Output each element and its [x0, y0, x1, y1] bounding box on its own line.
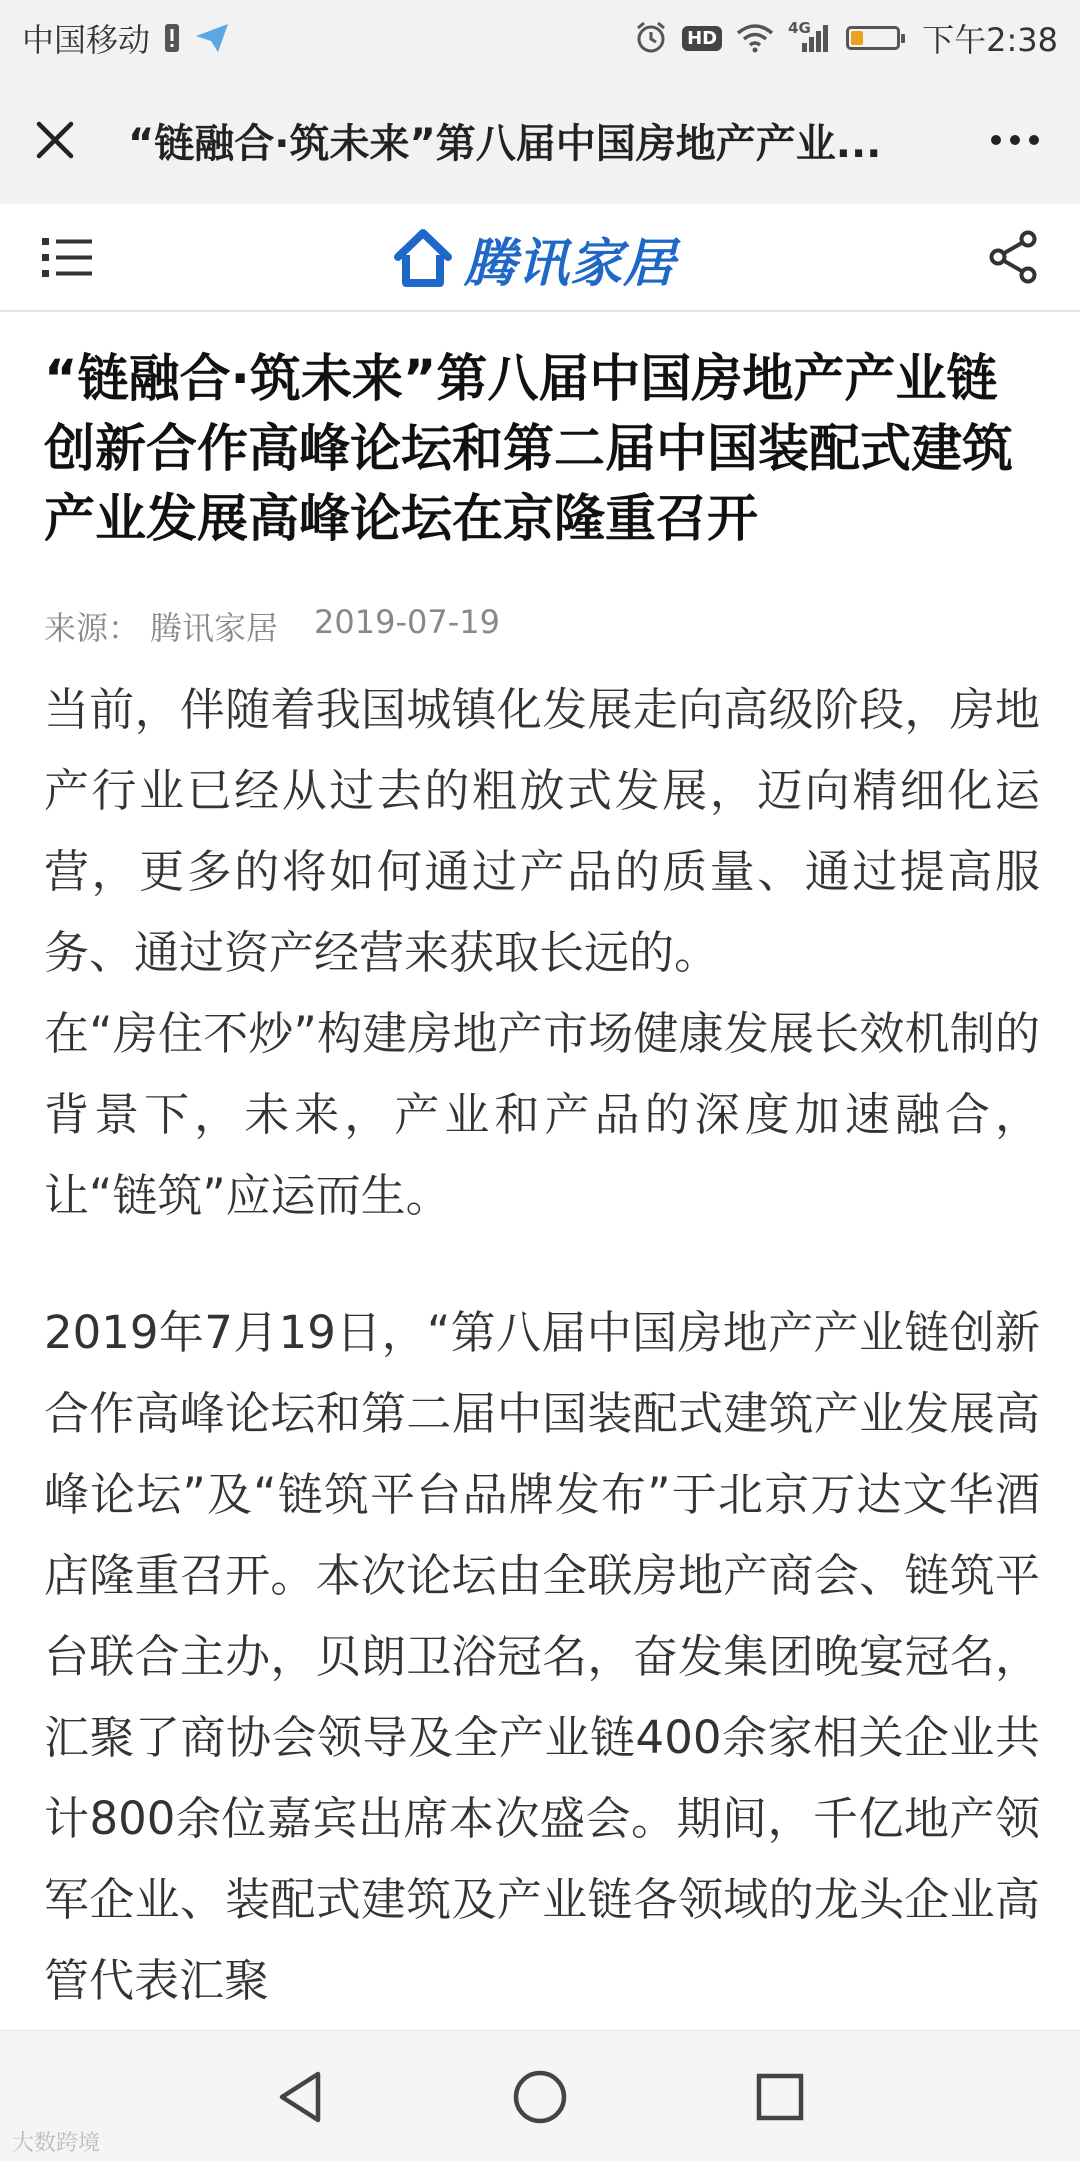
source-label: 来源：	[44, 609, 141, 647]
share-icon	[988, 230, 1038, 284]
page-title: “链融合·筑未来”第八届中国房地产产业...	[128, 120, 882, 167]
article-paragraph-2: 2019年7月19日，“第八届中国房地产产业链创新合作高峰论坛和第二届中国装配式建筑产业发展高峰论坛”及“链筑平台品牌发布”于北京万达文华酒店隆重召开。本次论坛由全联房地产商会、链筑平台联合主办，贝朗卫浴冠名，奋发集团晚宴冠名，汇聚了商协会领导及全产业链400余家相关企业共计800余位嘉宾出席本次盛会。期间，千亿地产领军企业、装配式建筑及产业链各领域的龙头企业高管代表汇聚	[44, 1306, 1040, 2007]
notification-alert-icon	[164, 23, 180, 53]
article-headline: “链融合·筑未来”第八届中国房地产产业链创新合作高峰论坛和第二届中国装配式建筑产业发展高峰论坛在京隆重召开	[44, 350, 1014, 549]
article-paragraph-1a: 当前，伴随着我国城镇化发展走向高级阶段，房地产行业已经从过去的粗放式发展，迈向精细化运营，更多的将如何通过产品的质量、通过提高服务、通过资产经营来获取长远的。	[44, 683, 1040, 979]
clock: 下午2:38	[922, 21, 1058, 59]
article	[44, 345, 1040, 2021]
recents-icon	[755, 2072, 805, 2122]
site-header	[0, 204, 1080, 312]
house-logo-icon	[392, 227, 454, 289]
menu-icon	[42, 234, 94, 282]
source-name: 腾讯家居	[150, 609, 279, 647]
home-button[interactable]	[510, 2069, 570, 2125]
share-button[interactable]	[988, 230, 1038, 284]
back-button[interactable]	[270, 2069, 330, 2125]
close-button[interactable]	[30, 115, 80, 165]
hd-badge: HD	[682, 26, 722, 51]
recents-button[interactable]	[750, 2069, 810, 2125]
article-meta	[44, 603, 1040, 649]
network-type-label: 4G	[788, 19, 811, 37]
signal-icon	[788, 19, 832, 53]
site-logo[interactable]	[392, 224, 676, 292]
watermark: 大数跨境	[12, 2131, 101, 2156]
more-options-button[interactable]	[980, 115, 1050, 165]
publish-date: 2019-07-19	[314, 603, 500, 641]
more-icon	[990, 134, 1040, 146]
wifi-icon	[736, 23, 774, 53]
close-icon	[35, 120, 75, 160]
carrier-label: 中国移动	[22, 21, 151, 59]
back-icon	[276, 2070, 324, 2124]
home-icon	[512, 2069, 568, 2125]
paper-plane-icon	[194, 22, 230, 54]
logo-text: 腾讯家居	[464, 233, 677, 294]
battery-icon	[846, 26, 900, 50]
status-bar	[0, 0, 1080, 76]
alarm-icon	[634, 21, 668, 55]
menu-button[interactable]	[42, 234, 94, 282]
article-paragraph-1b: 在“房住不炒”构建房地产市场健康发展长效机制的背景下，未来，产业和产品的深度加速融合，让“链筑”应运而生。	[44, 1007, 1040, 1222]
system-nav-bar	[0, 2030, 1080, 2161]
app-title-bar	[0, 76, 1080, 204]
